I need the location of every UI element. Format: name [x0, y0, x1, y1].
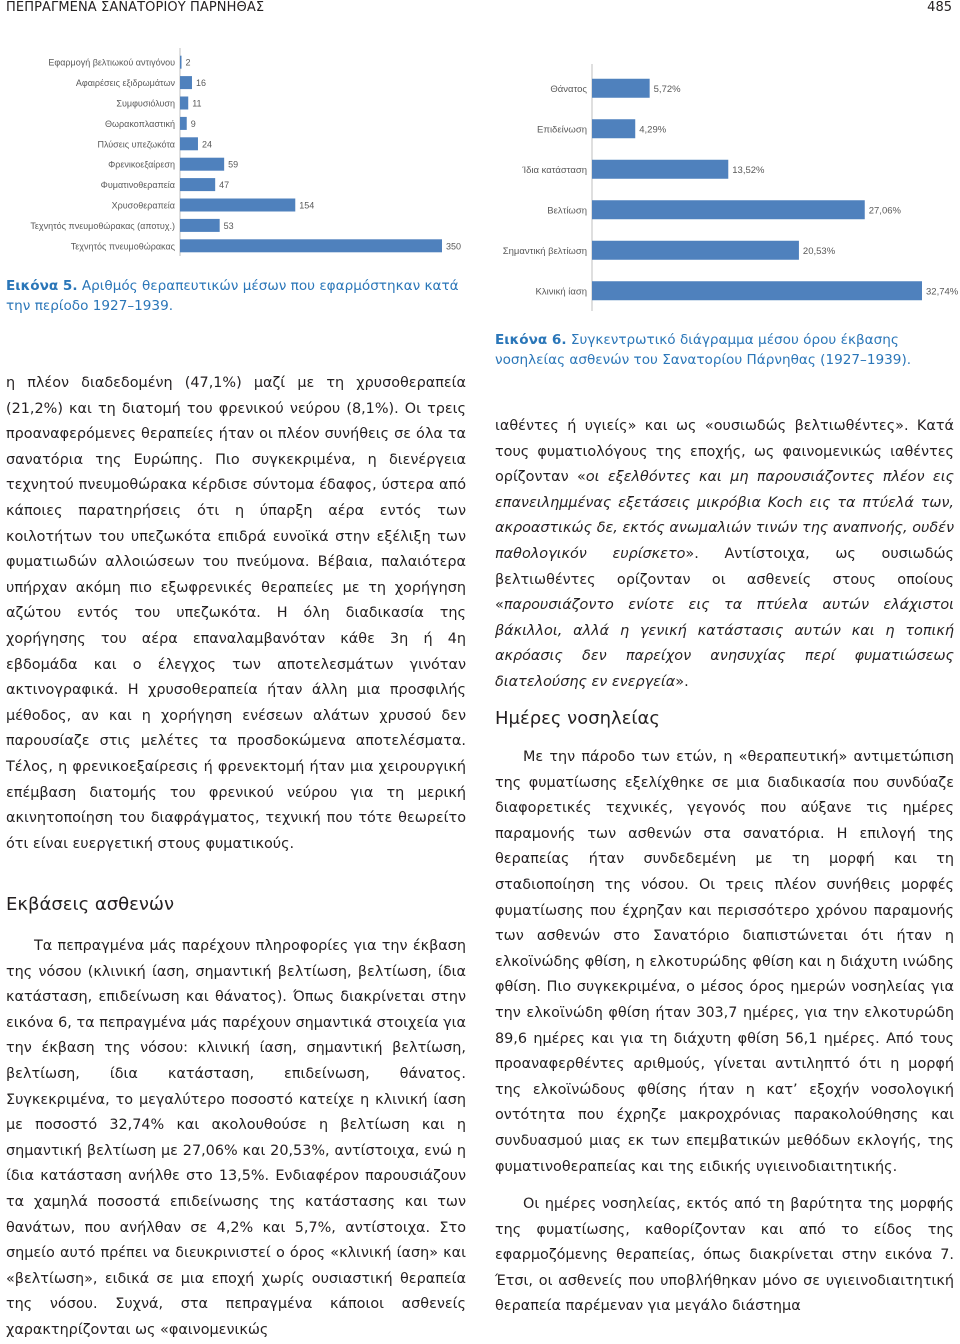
paragraph-therapies: η πλέον διαδεδομένη (47,1%) μαζί με τη χρυσοθεραπεία (21,2%) και τη διατομή του φρενικού νεύρου (8,1%). Οι τρεις προαναφερόμενες θεραπείες ήταν οι πλέον συνήθεις σε όλα τα σανατόρια της Ευρώπης. Πιο συγκεκριμένα, η διενέργεια τεχνητού πνευμοθώρακα κέρδισε σύντομα έδαφος, ύστερα από κάποιες παρατηρήσεις ότι η ύπαρξη αέρα εντός των κοιλοτήτων του υπεζωκότα επιδρά ευνοϊκά στην εξέλιξη των φυματιωδών αλλοιώσεων του πνεύμονα. Βέβαια, παλαιότερα υπήρχαν ακόμη πιο εξωφρενικές θεραπείες με τη χορήγηση αζώτου εντός του υπεζωκότα. Η όλη διαδικασία της χορήγησης του αέρα επαναλαμβανόταν κάθε 3η ή 4η εβδομάδα και ο έλεγχος των αποτελεσμάτων γινόταν ακτινογραφικά. Η χρυσοθεραπεία ήταν άλλη μια προσφιλής μέθοδος, αν και η χορήγηση ενέσεων αλάτων χρυσού δεν παρουσίαζε στις μελέτες τα προσδοκώμενα αποτελέσματα. Τέλος, η φρενικοεξαίρεσις ή φρενεκτομή ήταν μια χειρουργική επέμβαση διατομής του φρενικού νεύρου για τη μερική ακινητοποίηση του διαφράγματος, τεχνική που τότε θεωρείτο ότι είναι ευεργετική στους φυματικούς.	[6, 375, 466, 852]
bar	[180, 137, 198, 150]
data-label: 32,74%	[926, 286, 959, 298]
category-label: Θωρακοπλαστική	[104, 118, 175, 129]
definitions-text-a: ιαθέντες ή υγιείς» και ως «ουσιωδώς βελτιωθέντες». Κατά τους φυματιολόγους της εποχής, ως φαινομενικώς ιαθέντες ορίζονταν «	[495, 418, 954, 486]
definitions-text-c: ». Αντίστοιχα, ως ουσιωδώς βελτιωθέντες ορίζονταν οι ασθενείς στους οποίους «	[495, 545, 954, 614]
category-label: Εφαρμογή βελτιωκού αντιγόνου	[48, 57, 175, 68]
bar	[592, 79, 650, 98]
data-label: 4,29%	[639, 124, 667, 136]
paragraph-definitions	[495, 414, 954, 696]
data-label: 16	[195, 78, 206, 89]
bar	[592, 160, 728, 179]
bar	[180, 117, 187, 130]
definitions-quote-2: παρουσιάζοντο ενίοτε εις τα πτύελα αυτών ελάχιστοι βάκιλλοι, αλλά η γενική κατάστασις αυτών και η τοπική ακρόασις δεν παρείχον ανησυχίας περί φυματιώσεως διατελούσης εν ενεργεία	[495, 597, 954, 690]
data-label: 27,06%	[868, 205, 901, 217]
right-column-paragraphs	[495, 745, 954, 1344]
bar	[180, 158, 224, 171]
page-header	[0, 0, 960, 18]
category-label: Επιδείνωση	[537, 124, 587, 136]
category-label: Τεχνητός πνευμοθώρακας (αποτυχ.)	[30, 220, 175, 231]
bar	[592, 200, 865, 219]
figure-5-label: Εικόνα 5.	[6, 278, 78, 294]
data-label: 9	[190, 118, 196, 129]
category-label: Πλύσεις υπεζωκότα	[97, 139, 175, 150]
data-label: 154	[299, 200, 315, 211]
figure-5-caption-text: Αριθμός θεραπευτικών μέσων που εφαρμόστηκαν κατά την περίοδο 1927–1939.	[6, 278, 459, 314]
section-heading-hospital-days: Ημέρες νοσηλείας	[495, 708, 660, 729]
left-column-paragraph-1	[6, 371, 466, 859]
right-column-paragraph-1	[495, 414, 955, 690]
category-label: Ίδια κατάσταση	[522, 164, 587, 176]
bar	[592, 119, 635, 138]
bar	[180, 76, 192, 89]
category-label: Θάνατος	[550, 83, 587, 95]
category-label: Βελτίωση	[547, 205, 587, 217]
data-label: 350	[446, 241, 462, 252]
therapies-bar-chart	[10, 50, 468, 265]
section-heading-outcomes: Εκβάσεις ασθενών	[6, 894, 175, 915]
data-label: 11	[192, 98, 202, 109]
definitions-text-e: ».	[675, 673, 689, 690]
bar	[180, 199, 295, 212]
bar	[592, 281, 922, 300]
category-label: Φρενικοεξαίρεση	[108, 159, 175, 170]
figure-6-chart	[500, 66, 958, 316]
bar	[180, 178, 215, 191]
category-label: Αφαιρέσεις εξιδρωμάτων	[75, 78, 175, 89]
figure-6-caption	[495, 330, 955, 370]
bar	[180, 219, 220, 232]
running-title: ΠΕΠΡΑΓΜΕΝΑ ΣΑΝΑΤΟΡΙΟΥ ΠΑΡΝΗΘΑΣ	[6, 0, 265, 15]
data-label: 59	[228, 159, 239, 170]
paragraph-outcomes: Τα πεπραγμένα μάς παρέχουν πληροφορίες για την έκβαση της νόσου (κλινική ίαση, σημαντική βελτίωση, βελτίωση, ίδια κατάσταση, επιδείνωση και θάνατος). Όπως διακρίνεται στην εικόνα 6, τα πεπραγμένα μάς παρέχουν σημαντικά στοιχεία για την έκβαση της νόσου: κλινική ίαση, σημαντική βελτίωση, βελτίωση, ίδια κατάσταση, επιδείνωση, θάνατος. Συγκεκριμένα, το μεγαλύτερο ποσοστό κατείχε η κλινική ίαση με ποσοστό 32,74% και ακολουθούσε η βελτίωση και η σημαντική βελτίωση με 27,06% και 20,53%, αντίστοιχα, ενώ η ίδια κατάσταση ανήλθε στο 13,5%. Ενδιαφέρον παρουσιάζουν τα χαμηλά ποσοστά επιδείνωσης της κατάστασης και των θανάτων, που ανήλθαν σε 4,2% και 5,7%, αντίστοιχα. Στο σημείο αυτό πρέπει να διευκρινιστεί ο όρος «κλινική ίαση» και «βελτίωση», ειδικά σε μια εποχή χωρίς ουσιαστική θεραπεία της νόσου. Συχνά, στα πεπραγμένα κάποιοι ασθενείς χαρακτηρίζονται ως «φαινομενικώς	[6, 938, 466, 1338]
bar	[180, 97, 188, 110]
data-label: 24	[201, 139, 212, 150]
category-label: Τεχνητός πνευμοθώρακας	[70, 241, 175, 252]
data-label: 20,53%	[802, 245, 836, 257]
data-label: 53	[223, 220, 234, 231]
bar	[180, 56, 181, 69]
definitions-quote-1: οι εξελθόντες και μη παρουσιάζοντες πλέον εις επανειλημμένας εξετάσεις μικρόβια Koch εις τα πτύελά των, ακροαστικώς δε, εκτός ανωμαλιών τινών της αναπνοής, ουδέν παθολογικόν ευρίσκετο	[495, 469, 955, 562]
bar	[180, 239, 442, 252]
paragraph-treatment-type: Οι ημέρες νοσηλείας, εκτός από τη βαρύτητα της μορφής της φυματίωσης, καθορίζονταν και από το είδος της εφαρμοζόμενης θεραπείας, όπως διακρίνεται στην εικόνα 7. Έτσι, οι ασθενείς που υποβλήθηκαν μόνο σε υγιεινοδιαιτητική θεραπεία παρέμεναν για μεγάλο διάστημα	[495, 1196, 954, 1315]
figure-5-chart	[10, 50, 468, 265]
category-label: Σημαντική βελτίωση	[502, 245, 587, 257]
category-label: Συμφυσιόλυση	[116, 98, 175, 109]
figure-5-caption	[6, 276, 468, 316]
left-column-paragraph-2	[6, 934, 466, 1344]
figure-6-label: Εικόνα 6.	[495, 332, 567, 348]
category-label: Χρυσοθεραπεία	[111, 200, 175, 211]
bar	[592, 241, 799, 260]
page-number: 485	[927, 0, 952, 15]
data-label: 13,52%	[732, 164, 765, 176]
outcomes-bar-chart	[500, 66, 958, 316]
category-label: Κλινική ίαση	[535, 286, 587, 298]
data-label: 2	[185, 57, 191, 68]
figure-6-caption-text: Συγκεντρωτικό διάγραμμα μέσου όρου έκβασης νοσηλείας ασθενών του Σανατορίου Πάρνηθας (1927–1939).	[495, 332, 912, 368]
data-label: 5,72%	[653, 83, 681, 95]
data-label: 47	[219, 180, 230, 191]
paragraph-hospital-days: Με την πάροδο των ετών, η «θεραπευτική» αντιμετώπιση της φυματίωσης εξελίχθηκε σε μια διαδικασία που συνδύαζε διαφορετικές τεχνικές, γεγονός που αύξανε τις ημέρες παραμονής των ασθενών στα σανατόρια. Η επιλογή της θεραπείας ήταν συνδεδεμένη με τη μορφή και τη σταδιοποίηση της νόσου. Οι τρεις πλέον συνήθεις μορφές φυματίωσης που έχρηζαν και περισσότερο χρόνου παραμονής των ασθενών στο Σανατόριο διαπιστώνεται ότι ήταν η ελκοϊνώδης φθίση, η ελκοτυρώδης φθίση και η διάχυτη ινώδης φθίση. Πιο συγκεκριμένα, ο μέσος όρος ημερών νοσηλείας για την ελκοϊνώδη φθίση ήταν 303,7 ημέρες, για την ελκοτυρώδη 89,6 ημέρες και για τη διάχυτη φθίση 56,1 ημέρες. Από τους προαναφερθέντες αριθμούς, γίνεται αντιληπτό ότι η μορφή της ελκοϊνώδους φθίσης ήταν η κατ’ εξοχήν νοσολογική οντότητα που έχρηζε μακροχρόνιας παρακολούθησης και συνδυασμού μιας εκ των επεμβατικών μεθόδων εκλογής, της φυματινοθεραπείας και της ειδικής υγιεινοδιαιτητικής.	[495, 749, 954, 1175]
category-label: Φυματινοθεραπεία	[100, 180, 175, 191]
